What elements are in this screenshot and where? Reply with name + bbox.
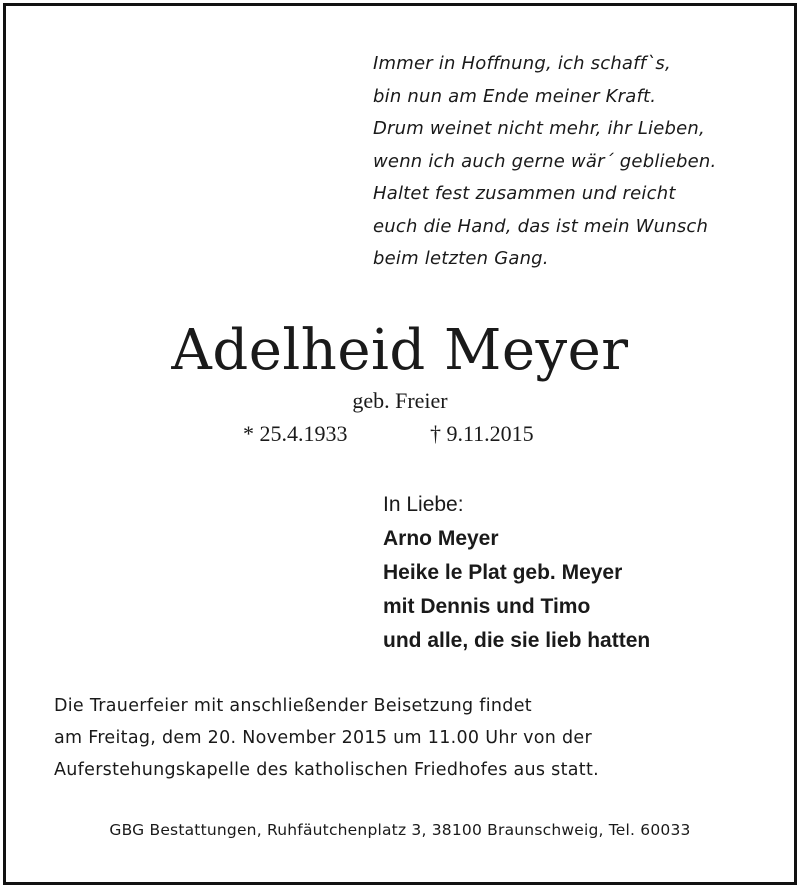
service-line: Auferstehungskapelle des katholischen Friedhofes aus statt. bbox=[54, 760, 599, 780]
poem-line: euch die Hand, das ist mein Wunsch bbox=[373, 215, 709, 237]
mourner-name: und alle, die sie lieb hatten bbox=[383, 629, 651, 652]
poem-line: Haltet fest zusammen und reicht bbox=[373, 183, 676, 204]
birth-date: * 25.4.1933 bbox=[243, 421, 348, 446]
poem-line: bin nun am Ende meiner Kraft. bbox=[373, 85, 657, 107]
mourner-name: mit Dennis und Timo bbox=[383, 595, 591, 618]
mourners-list bbox=[383, 488, 650, 658]
undertaker-info: GBG Bestattungen, Ruhfäutchenplatz 3, 38100 Braunschweig, Tel. 60033 bbox=[109, 821, 691, 839]
deceased-birth-name: geb. Freier bbox=[352, 388, 448, 413]
poem-line: Drum weinet nicht mehr, ihr Lieben, bbox=[373, 118, 705, 139]
mourners-intro: In Liebe: bbox=[383, 493, 464, 516]
poem-line: Immer in Hoffnung, ich schaff`s, bbox=[373, 53, 671, 74]
death-date: † 9.11.2015 bbox=[430, 421, 534, 446]
funeral-service-notice bbox=[54, 690, 599, 786]
poem bbox=[373, 48, 716, 276]
mourner-name: Arno Meyer bbox=[383, 527, 499, 550]
service-line: am Freitag, dem 20. November 2015 um 11.00 Uhr von der bbox=[54, 728, 592, 748]
deceased-name: Adelheid Meyer bbox=[171, 318, 629, 383]
poem-line: beim letzten Gang. bbox=[373, 248, 549, 269]
service-line: Die Trauerfeier mit anschließender Beisetzung findet bbox=[54, 696, 532, 716]
poem-line: wenn ich auch gerne wär´ geblieben. bbox=[373, 150, 717, 172]
mourner-name: Heike le Plat geb. Meyer bbox=[383, 561, 623, 584]
